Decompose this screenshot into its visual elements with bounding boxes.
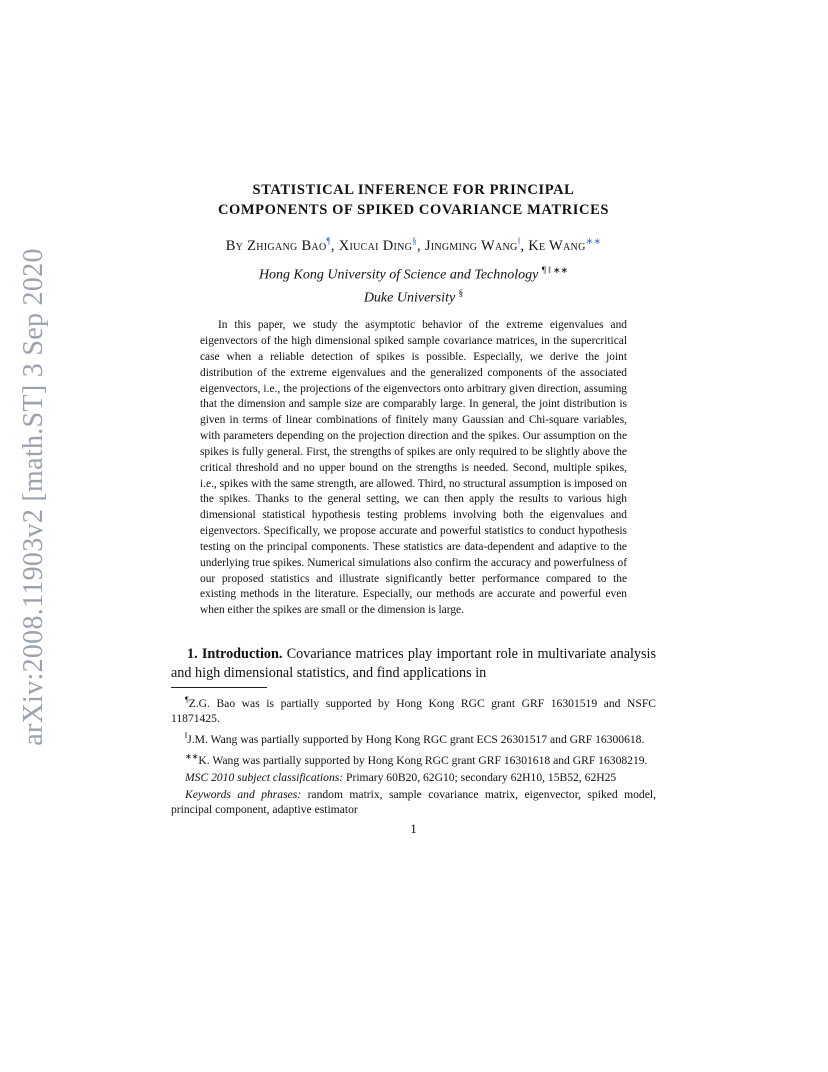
author-ding: Xiucai Ding (338, 237, 413, 254)
title-line-1: STATISTICAL INFERENCE FOR PRINCIPAL (252, 182, 575, 198)
footnote-bao-mark: ¶ (185, 695, 189, 705)
author-bao-mark: ¶ (326, 236, 331, 246)
footnote-wang-k-mark: ∗∗ (185, 751, 199, 761)
author-wang-k: Ke Wang (528, 237, 586, 254)
footnote-wang-jm-text: J.M. Wang was partially supported by Hong Kong RGC grant ECS 26301517 and GRF 16300618. (187, 732, 645, 746)
author-wang-jm-mark: ‖ (517, 236, 521, 246)
author-bao: Zhigang Bao (247, 237, 327, 254)
msc-classifications (171, 770, 656, 785)
author-wang-k-mark: ∗∗ (585, 236, 602, 246)
msc-codes: Primary 60B20, 62G10; secondary 62H10, 15B52, 62H25 (346, 770, 617, 784)
keywords-text: random matrix, sample covariance matrix, eigenvector, spiked model, principal component, adaptive estimator (171, 787, 656, 816)
arxiv-identifier: arXiv:2008.11903v2 [math.ST] 3 Sep 2020 (18, 248, 50, 746)
author-ding-mark: § (412, 236, 417, 246)
title-line-2: COMPONENTS OF SPIKED COVARIANCE MATRICES (217, 202, 610, 218)
paper-title (171, 180, 656, 220)
footnote-bao (171, 692, 656, 726)
keywords (171, 787, 656, 817)
author-list: By Zhigang Bao¶, Xiucai Ding§, Jingming Wang‖, Ke Wang∗∗ (225, 236, 602, 254)
section-heading-introduction: 1. Introduction. (187, 646, 283, 663)
affiliation-duke-marks: § (458, 288, 464, 299)
arxiv-identifier-stamp (14, 248, 54, 746)
msc-label: MSC 2010 subject classifications: (185, 770, 344, 784)
paper-page (171, 180, 656, 837)
affiliations (171, 261, 656, 308)
footnote-bao-text: Z.G. Bao was is partially supported by Hong Kong RGC grant GRF 16301519 and NSFC 11871425. (171, 697, 656, 726)
page-number: 1 (410, 820, 417, 836)
footnotes (171, 692, 656, 817)
keywords-label: Keywords and phrases: (185, 787, 302, 801)
author-wang-jm: Jingming Wang (424, 237, 518, 254)
affiliation-duke-name: Duke University (363, 291, 456, 307)
introduction-text: Covariance matrices play important role in multivariate analysis and high dimensional statistics, and find applications in (171, 646, 657, 682)
footnote-wang-jm (171, 728, 656, 747)
affiliation-hkust-name: Hong Kong University of Science and Technology (258, 267, 539, 283)
abstract: In this paper, we study the asymptotic behavior of the extreme eigenvalues and eigenvectors of the high dimensional spiked sample covariance matrices, in the supercritical case when a reliable detection of spikes is possible. Especially, we derive the joint distribution of the extreme eigenvalues and the generalized components of the associated eigenvectors, i.e., the projections of the eigenvectors onto arbitrary given direction, assuming that the dimension and sample size are comparably large. In general, the joint distribution is given in terms of linear combinations of finitely many Gaussian and Chi-square variables, with parameters depending on the projection direction and the spikes. Our assumption on the spikes is fully general. First, the strengths of spikes are only required to be slightly above the critical threshold and no upper bound on the strengths is needed. Second, multiple spikes, i.e., spikes with the same strength, are allowed. Third, no structural assumption is imposed on the spikes. Thanks to the general setting, we can then apply the results to various high dimensional statistical hypothesis testing problems involving both the eigenvalues and eigenvectors. Specifically, we propose accurate and powerful statistics to conduct hypothesis testing on the principal components. These statistics are data-dependent and adaptive to the underlying true spikes. Numerical simulations also confirm the accuracy and powerfulness of our proposed statistics and illustrate significantly better performance compared to the existing methods in the literature. Especially, our methods are accurate and powerful even when either the spikes are small or the dimension is large. (200, 319, 627, 617)
footnote-wang-jm-mark: ‖ (185, 731, 188, 741)
footnote-rule (171, 687, 267, 688)
footnote-wang-k (171, 749, 656, 768)
affiliation-hkust-marks: ¶ ‖ ∗∗ (541, 264, 569, 275)
affiliation-hkust (171, 261, 656, 285)
author-prefix: By (225, 237, 248, 254)
footnote-wang-k-text: K. Wang was partially supported by Hong Kong RGC grant GRF 16301618 and GRF 16308219. (198, 753, 648, 767)
affiliation-duke (171, 284, 656, 308)
introduction-paragraph (171, 645, 656, 683)
